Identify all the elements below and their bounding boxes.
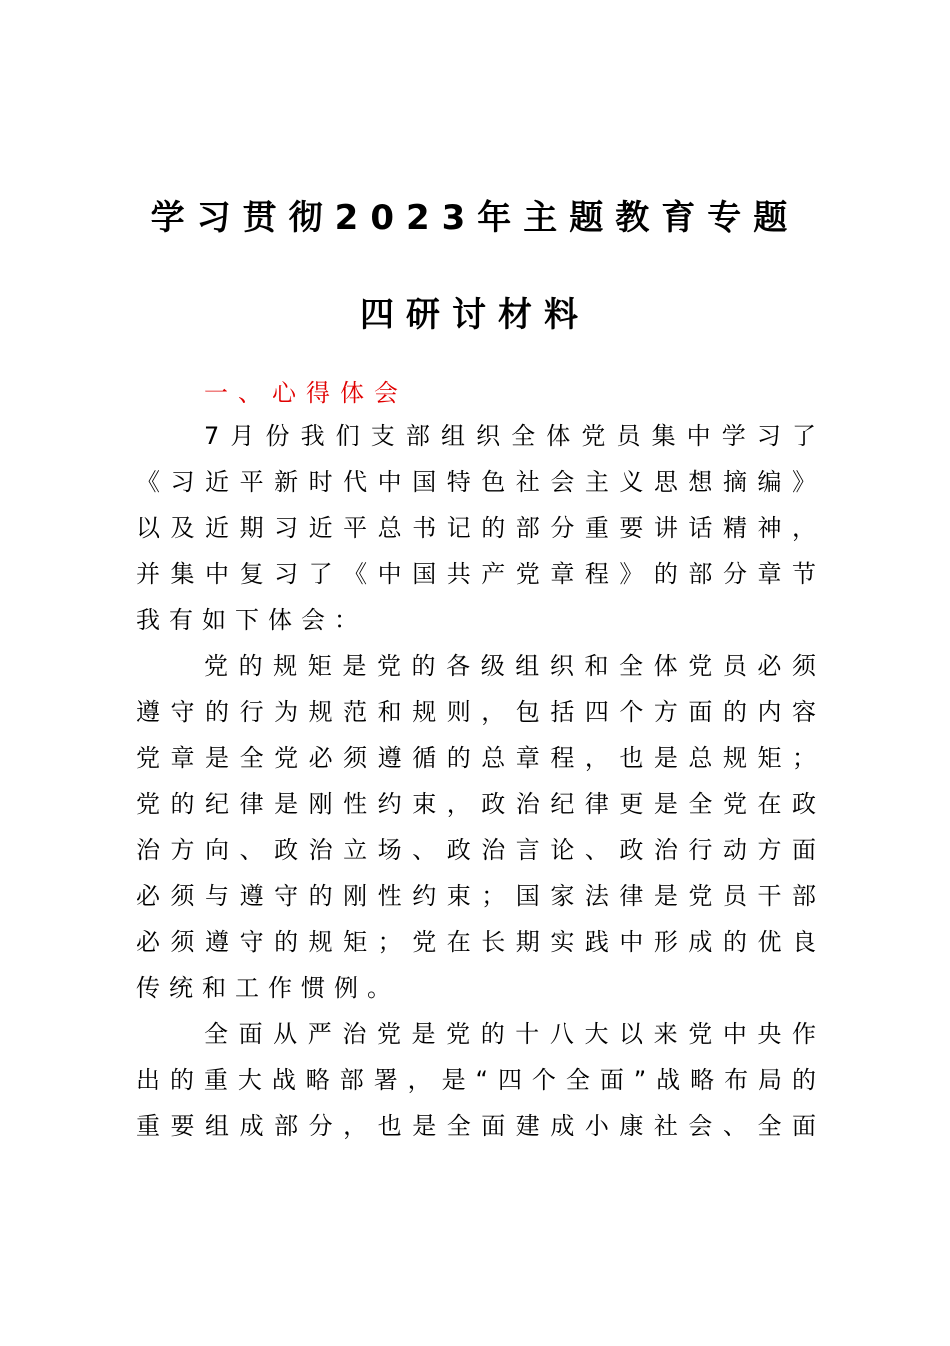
paragraph-line: 以及近期习近平总书记的部分重要讲话精神， (136, 514, 816, 542)
paragraph-line: 《习近平新时代中国特色社会主义思想摘编》 (136, 468, 816, 496)
paragraph-line: 必须遵守的规矩；党在长期实践中形成的优良 (136, 928, 816, 956)
paragraph-line: 党章是全党必须遵循的总章程，也是总规矩； (136, 744, 816, 772)
paragraph-line: 7月份我们支部组织全体党员集中学习了 (204, 422, 816, 450)
paragraph-line: 全面从严治党是党的十八大以来党中央作 (204, 1020, 816, 1048)
paragraph-line: 重要组成部分，也是全面建成小康社会、全面 (136, 1112, 816, 1140)
paragraph-line: 党的纪律是刚性约束，政治纪律更是全党在政 (136, 790, 816, 818)
paragraph-line: 遵守的行为规范和规则，包括四个方面的内容 (136, 698, 816, 726)
paragraph-line: 出的重大战略部署，是“四个全面”战略布局的 (136, 1066, 816, 1094)
document-title-line-2: 四研讨材料 (360, 295, 590, 335)
paragraph-line: 党的规矩是党的各级组织和全体党员必须 (204, 652, 816, 680)
paragraph-line: 传统和工作惯例。 (136, 974, 400, 1002)
paragraph-line: 并集中复习了《中国共产党章程》的部分章节 (136, 560, 816, 588)
paragraph-line: 必须与遵守的刚性约束；国家法律是党员干部 (136, 882, 816, 910)
paragraph-line: 治方向、政治立场、政治言论、政治行动方面 (136, 836, 816, 864)
document-title-line-1: 学习贯彻2023年主题教育专题 (150, 198, 800, 238)
section-heading: 一、心得体会 (204, 379, 408, 407)
paragraph-line: 我有如下体会： (136, 606, 367, 634)
